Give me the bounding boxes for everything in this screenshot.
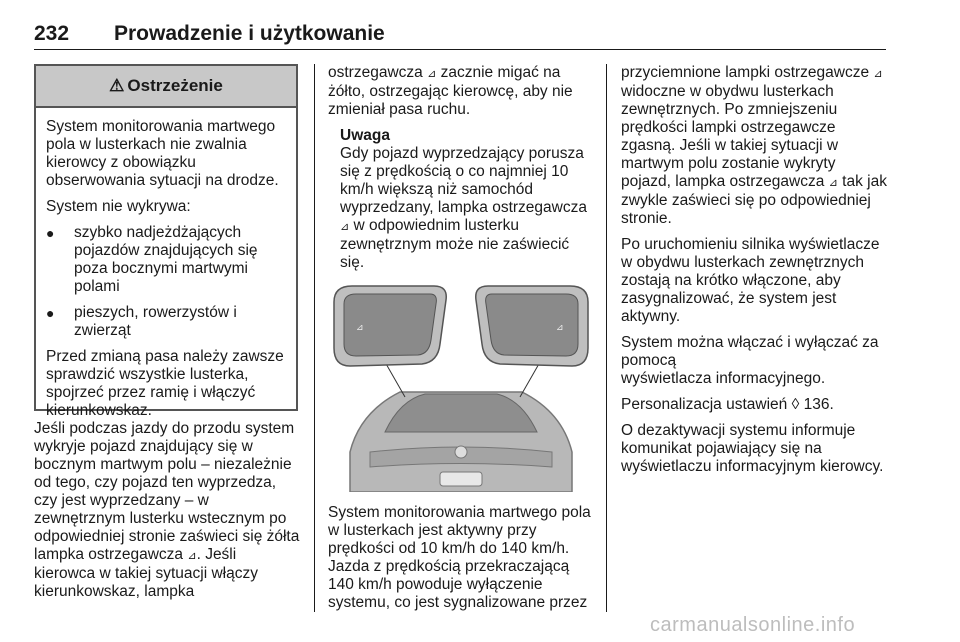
body-paragraph: przyciemnione lampki ostrzegawcze ⊿ widoczne w obydwu lusterkach zewnętrznych. Po zmniejszeniu prędkości lampki ostrzegawcze zgasną. Jeśli w takiej sytuacji w martwym polu zostanie wykryty pojazd, lampka ostrzegawcza ⊿ tak jak zwykle zaświeci się po odpowiedniej stronie. xyxy=(621,64,887,227)
note-block xyxy=(340,127,594,272)
mirror-illustration xyxy=(330,282,592,492)
watermark: carmanualsonline.info xyxy=(650,614,856,636)
right-mirror xyxy=(476,286,588,366)
body-paragraph: System monitorowania martwego pola w lusterkach jest aktywny przy prędkości od 10 km/h do 140 km/h. Jazda z prędkością przekraczającą 140 km/h powoduje wyłączenie systemu, co jest sygnalizowane przez xyxy=(328,504,591,611)
blind-spot-indicator-icon: ⊿ xyxy=(356,323,364,333)
warning-title: Ostrzeżenie xyxy=(127,76,223,95)
warning-body xyxy=(36,108,296,420)
body-paragraph: Po uruchomieniu silnika wyświetlacze w obydwu lusterkach zewnętrznych zostają na krótko włączone, aby zasygnalizować, że system jest aktywny. xyxy=(621,236,880,325)
body-paragraph: O dezaktywacji systemu informuje komunikat pojawiający się na wyświetlaczu informacyjnym kierowcy. xyxy=(621,422,884,475)
body-paragraph: ostrzegawcza ⊿ zacznie migać na żółto, ostrzegając kierowcę, aby nie zmieniał pasa ruchu. xyxy=(328,64,573,118)
column-3 xyxy=(621,64,889,476)
side-blind-spot-alert-icon: ⊿ xyxy=(187,550,197,562)
body-paragraph: System można włączać i wyłączać za pomocą wyświetlacza informacyjnego. xyxy=(621,334,879,387)
blind-spot-indicator-icon: ⊿ xyxy=(556,323,564,333)
column-2 xyxy=(328,64,594,272)
list-item xyxy=(46,304,286,340)
warning-paragraph: System monitorowania martwego pola w lusterkach nie zwalnia kierowcy z obowiązku obserwowania sytuacji na drodze. xyxy=(46,118,279,189)
warning-triangle-icon: ⚠ xyxy=(109,76,125,95)
cross-reference[interactable]: Personalizacja ustawień ◊ 136. xyxy=(621,396,834,413)
list-item-text: szybko nadjeżdżających pojazdów znajdujących się poza bocznymi martwymi polami xyxy=(74,224,258,295)
page-header xyxy=(34,22,886,52)
side-blind-spot-alert-icon: ⊿ xyxy=(340,221,350,233)
page-number: 232 xyxy=(34,22,70,45)
running-title: Prowadzenie i użytkowanie xyxy=(114,22,385,45)
page-reference-arrow-icon: ◊ xyxy=(791,396,800,413)
column-divider xyxy=(606,64,607,612)
warning-paragraph: System nie wykrywa: xyxy=(46,198,191,215)
list-item xyxy=(46,224,286,296)
column-1-text xyxy=(34,420,300,601)
left-mirror xyxy=(334,286,446,366)
side-blind-spot-alert-icon: ⊿ xyxy=(427,68,437,80)
body-paragraph: Jeśli podczas jazdy do przodu system wykryje pojazd znajdujący się w bocznym martwym polu – niezależnie od tego, czy pojazd ten wyprzedza, czy jest wyprzedzany – w zewnętrznym lusterku wstecznym po odpowiedniej stronie zaświeci się żółta lampka ostrzegawcza ⊿. Jeśli kierowca w takiej sytuacji włączy kierunkowskaz, lampka xyxy=(34,420,300,600)
column-2-lower xyxy=(328,504,594,612)
bullet-icon: ● xyxy=(46,225,55,241)
side-blind-spot-alert-icon: ⊿ xyxy=(873,68,883,80)
warning-header xyxy=(36,66,296,108)
column-divider xyxy=(314,64,315,612)
note-text: Gdy pojazd wyprzedzający porusza się z prędkością o co najmniej 10 km/h większą niż samochód wyprzedzany, lampka ostrzegawcza ⊿ w odpowiednim lusterku zewnętrznym może nie zaświecić się. xyxy=(340,145,587,271)
list-item-text: pieszych, rowerzystów i zwierząt xyxy=(74,304,237,339)
note-title: Uwaga xyxy=(340,127,390,144)
side-blind-spot-alert-icon: ⊿ xyxy=(828,177,838,189)
warning-paragraph: Przed zmianą pasa należy zawsze sprawdzić wszystkie lusterka, spojrzeć przez ramię i włączyć kierunkowskaz. xyxy=(46,348,284,419)
bullet-icon: ● xyxy=(46,305,55,321)
header-rule xyxy=(34,49,886,50)
warning-box xyxy=(34,64,298,419)
